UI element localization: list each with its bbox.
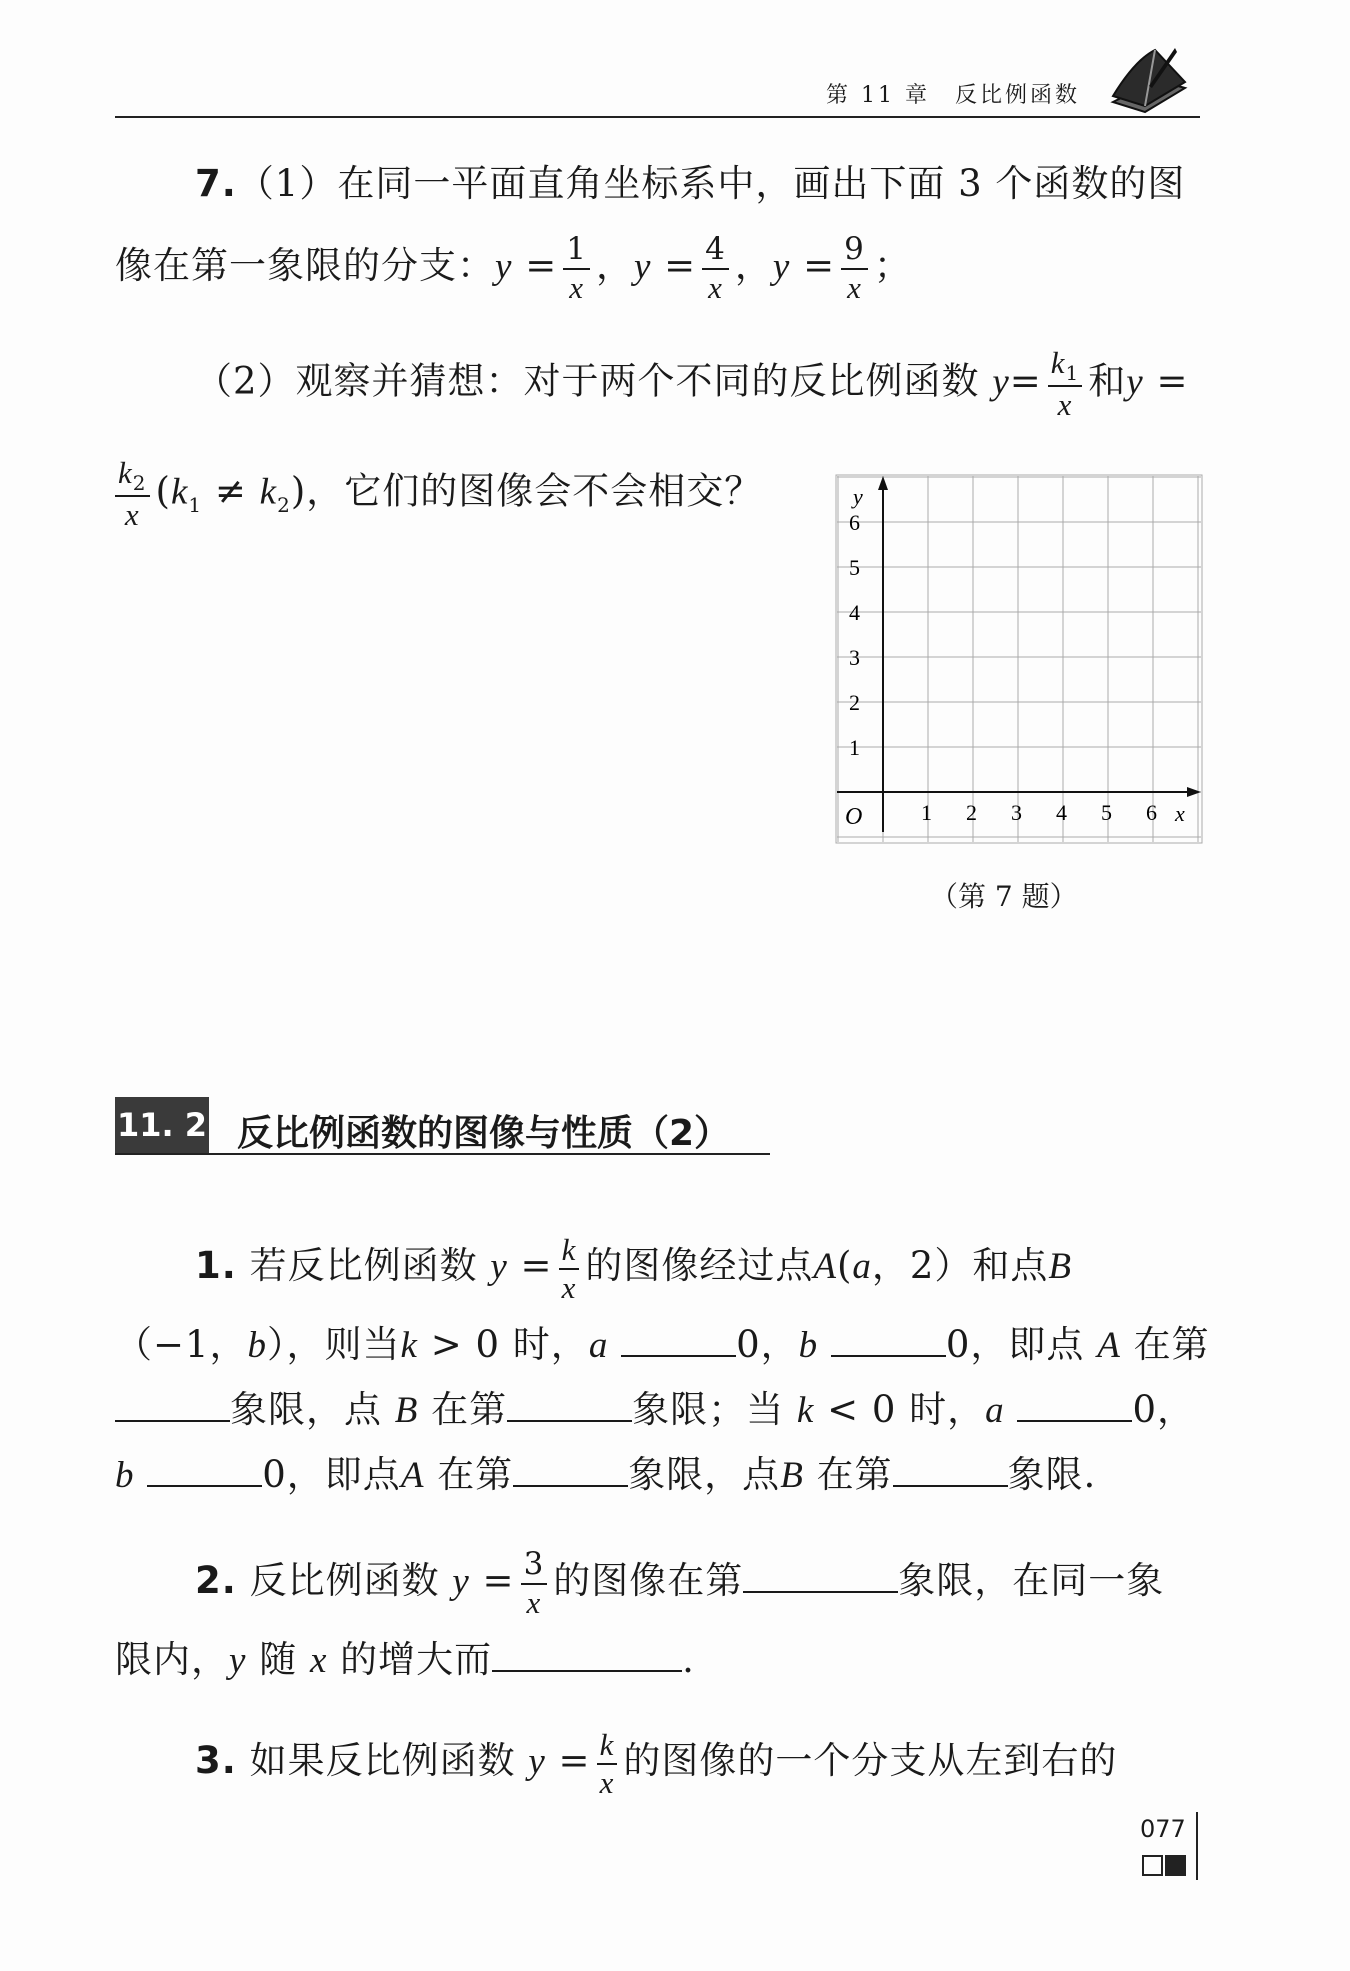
blank-7[interactable] (513, 1455, 628, 1487)
problem1-line2: （−1，b），则当k > 0 时，a 0，b 0，即点 A 在第 (115, 1323, 1210, 1366)
x-tick-label: 6 (1146, 800, 1157, 825)
y-tick-label: 3 (849, 645, 860, 670)
fraction-4-over-x: $\frac{4}{x}$ (702, 232, 729, 305)
x-tick-label: 1 (921, 800, 932, 825)
problem7-line1: 7.（1）在同一平面直角坐标系中，画出下面 3 个函数的图 (195, 162, 1186, 205)
problem1-line4: b 0，即点A 在第 象限，点B 在第 象限. (115, 1453, 1097, 1496)
fraction-k1-over-x: $\frac{k_1}{x}$ (1048, 345, 1083, 423)
y-tick-label: 2 (849, 690, 860, 715)
page-number: 077 (1140, 1815, 1186, 1843)
problem7-line4: $\frac{k_2}{x}$ $(k_1 \ne k_2)$，它们的图像会不会相交？ (115, 455, 762, 533)
blank-5[interactable] (1017, 1390, 1132, 1422)
blank-1[interactable] (621, 1325, 736, 1357)
chapter-title: 第 11 章 反比例函数 (826, 83, 1080, 108)
y-tick-label: 6 (849, 510, 860, 535)
section-title: 反比例函数的图像与性质（2） (237, 1113, 731, 1154)
problem7-line3: （2）观察并猜想：对于两个不同的反比例函数 y= $\frac{k_1}{x}$ 和y = (195, 345, 1189, 423)
x-tick-label: 3 (1011, 800, 1022, 825)
blank-9[interactable] (743, 1561, 898, 1593)
header-rule (115, 116, 1200, 118)
fraction-3-over-x: $\frac{3}{x}$ (521, 1547, 548, 1620)
problem3-line1: 3. 如果反比例函数 y = $\frac{k}{x}$ 的图像的一个分支从左到右的 (195, 1727, 1118, 1800)
coordinate-grid (835, 474, 1203, 844)
grid-border (836, 475, 1202, 843)
problem7-line2: 像在第一象限的分支：y = $\frac{1}{x}$ ，y = $\frac{4}{x}$ ，y = $\frac{9}{x}$ ； (115, 231, 912, 305)
y-tick-label: 1 (849, 735, 860, 760)
x-axis-arrow (1187, 787, 1201, 797)
x-tick-label: 5 (1101, 800, 1112, 825)
empty-square-icon (1142, 1855, 1163, 1876)
problem2-line1: 2. 反比例函数 y = $\frac{3}{x}$ 的图像在第 象限，在同一象 (195, 1546, 1165, 1620)
y-tick-label: 5 (849, 555, 860, 580)
x-tick-label: 4 (1056, 800, 1067, 825)
problem2-line2: 限内，y 随 x 的增大而 . (115, 1638, 695, 1681)
open-book-icon (1105, 40, 1190, 120)
blank-3[interactable] (115, 1390, 230, 1422)
problem1-line3: 象限，点 B 在第 象限；当 k < 0 时，a 0， (115, 1390, 1195, 1429)
page-marker (1142, 1855, 1188, 1880)
figure-caption: （第 7 题） (930, 880, 1078, 913)
y-axis-arrow (878, 476, 888, 490)
x-tick-label: 2 (966, 800, 977, 825)
fraction-9-over-x: $\frac{9}{x}$ (841, 232, 868, 305)
fraction-k-over-x-2: $\frac{k}{x}$ (597, 1727, 618, 1800)
blank-10[interactable] (492, 1640, 682, 1672)
fraction-1-over-x: $\frac{1}{x}$ (563, 232, 590, 305)
blank-8[interactable] (893, 1455, 1008, 1487)
blank-2[interactable] (831, 1325, 946, 1357)
filled-square-icon (1165, 1855, 1186, 1876)
page-number-rule (1196, 1812, 1198, 1880)
fraction-k-over-x: $\frac{k}{x}$ (559, 1232, 580, 1305)
section-heading (115, 1097, 770, 1155)
blank-6[interactable] (147, 1455, 262, 1487)
origin-label: O (845, 804, 863, 830)
section-rule (115, 1153, 770, 1155)
problem1-line1: 1. 若反比例函数 y = $\frac{k}{x}$ 的图像经过点A(a，2）和点B (195, 1232, 1073, 1305)
y-axis-label: y (853, 484, 863, 509)
fraction-k2-over-x: $\frac{k_2}{x}$ (115, 455, 150, 533)
section-number: 11. 2 (115, 1097, 209, 1153)
running-header (115, 40, 1200, 118)
blank-4[interactable] (507, 1390, 632, 1422)
grid-svg (835, 474, 1203, 844)
x-axis-label: x (1175, 801, 1185, 826)
y-tick-label: 4 (849, 600, 860, 625)
